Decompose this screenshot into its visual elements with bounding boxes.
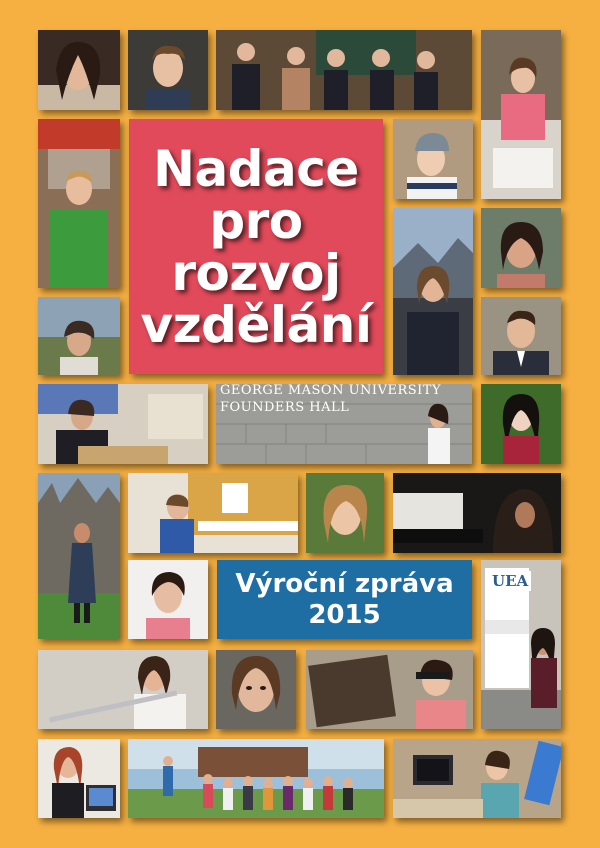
photo-girl-flute [38,650,208,729]
photo-girl-computer-room [393,739,561,818]
photo-girl-portrait [38,30,120,110]
photo-boy-piano [128,473,298,553]
title-line-4: vzdělání [140,295,372,354]
photo-girl-castle [38,473,120,639]
photo-child-outdoor [38,297,120,375]
photo-group-award [216,30,472,110]
photo-group-outdoor [128,739,384,818]
photo-boy-notebook [306,650,473,729]
title-line-3: rozvoj [171,243,341,302]
photo-child-desk [38,384,208,464]
photo-girl-closeup [216,650,296,729]
photo-girl-presentation [481,30,561,199]
gmu-sign [220,382,441,416]
photo-girl-piano-dark [393,473,561,553]
report-year: 2015 [308,599,381,630]
uea-logo: UEA [489,571,531,591]
photo-boy-green-shirt [38,119,120,288]
photo-girl-laptop [38,739,120,818]
photo-girl-mountains [393,208,473,375]
title-line-2: pro [209,191,303,250]
gmu-sign-line-1: GEORGE MASON UNIVERSITY [220,383,442,398]
annual-report-box [217,560,472,639]
foundation-title-box [129,119,383,374]
photo-girl-blonde [306,473,384,553]
photo-boy-portrait [128,30,208,110]
photo-girl-hat [393,119,473,199]
photo-young-man-suit [481,297,561,375]
title-line-1: Nadace [153,139,359,198]
gmu-sign-line-2: FOUNDERS HALL [220,400,350,415]
report-title: Výroční zpráva [235,568,454,599]
photo-girl-portrait-white [128,560,208,639]
photo-girl-smiling [481,208,561,288]
photo-girl-red-scarf [481,384,561,464]
